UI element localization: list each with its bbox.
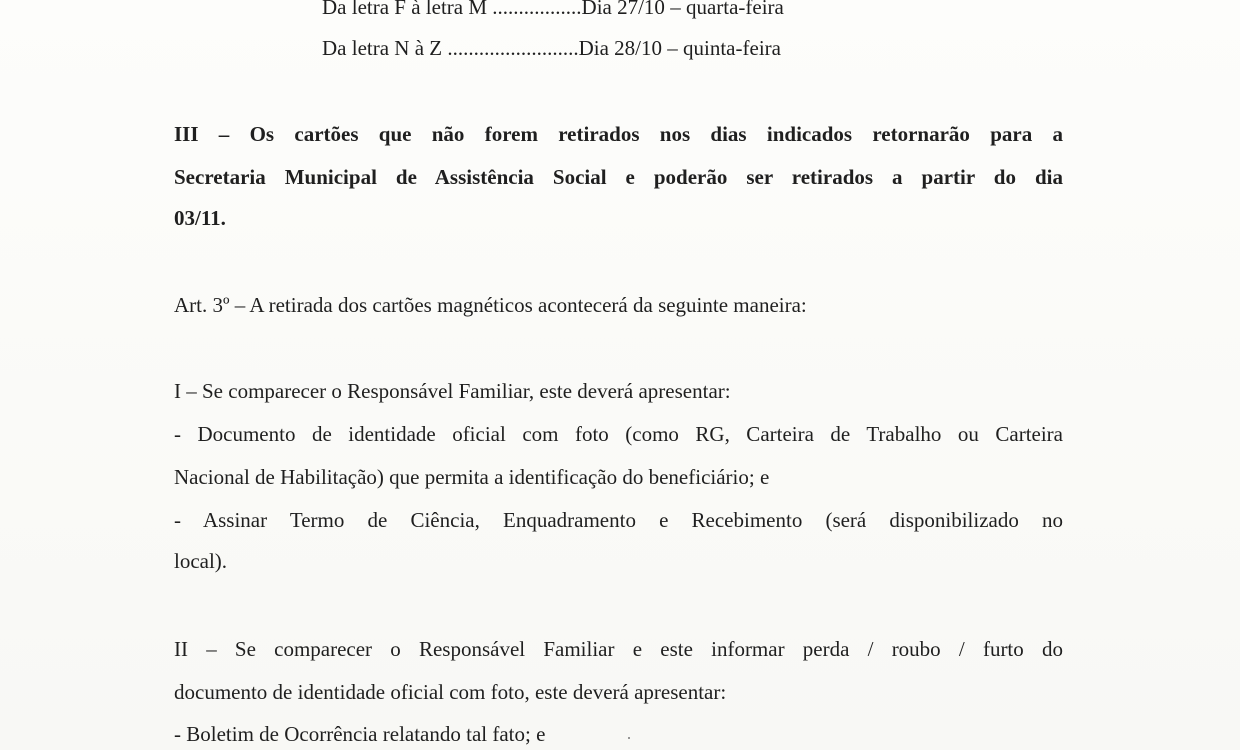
schedule-line-n-z [322,36,781,60]
schedule-range: Da letra F à letra M [322,0,488,19]
schedule-weekday: quinta-feira [683,36,781,60]
item-ii-line-1: II – Se comparecer o Responsável Familiar e este informar perda / roubo / furto do [174,637,1063,661]
schedule-weekday: quarta-feira [685,0,784,19]
article-3-heading: Art. 3º – A retirada dos cartões magnéticos acontecerá da seguinte maneira: [174,293,807,317]
schedule-range: Da letra N à Z [322,36,443,60]
scan-speck [628,737,630,739]
schedule-dash: – [670,0,681,19]
schedule-date: Dia 27/10 [581,0,665,19]
item-i-document-line-2: Nacional de Habilitação) que permita a identificação do beneficiário; e [174,465,770,489]
schedule-date: Dia 28/10 [578,36,663,60]
schedule-dash: – [667,36,678,60]
schedule-leader: ................. [492,0,582,19]
item-i-document-line-1: - Documento de identidade oficial com foto (como RG, Carteira de Trabalho ou Carteira [174,422,1063,446]
section-iii-line-3: 03/11. [174,206,226,230]
section-iii-line-1: III – Os cartões que não forem retirados nos dias indicados retornarão para a [174,122,1063,146]
item-ii-line-3: - Boletim de Ocorrência relatando tal fato; e [174,722,546,746]
item-i-term-line-2: local). [174,549,228,573]
item-i-term-line-1: - Assinar Termo de Ciência, Enquadramento e Recebimento (será disponibilizado no [174,508,1063,532]
schedule-line-f-m [322,0,784,19]
item-ii-line-2: documento de identidade oficial com foto, este deverá apresentar: [174,680,727,704]
section-iii-line-2: Secretaria Municipal de Assistência Social e poderão ser retirados a partir do dia [174,165,1063,189]
schedule-leader: ......................... [447,36,579,60]
item-i-intro: I – Se comparecer o Responsável Familiar, este deverá apresentar: [174,379,731,403]
